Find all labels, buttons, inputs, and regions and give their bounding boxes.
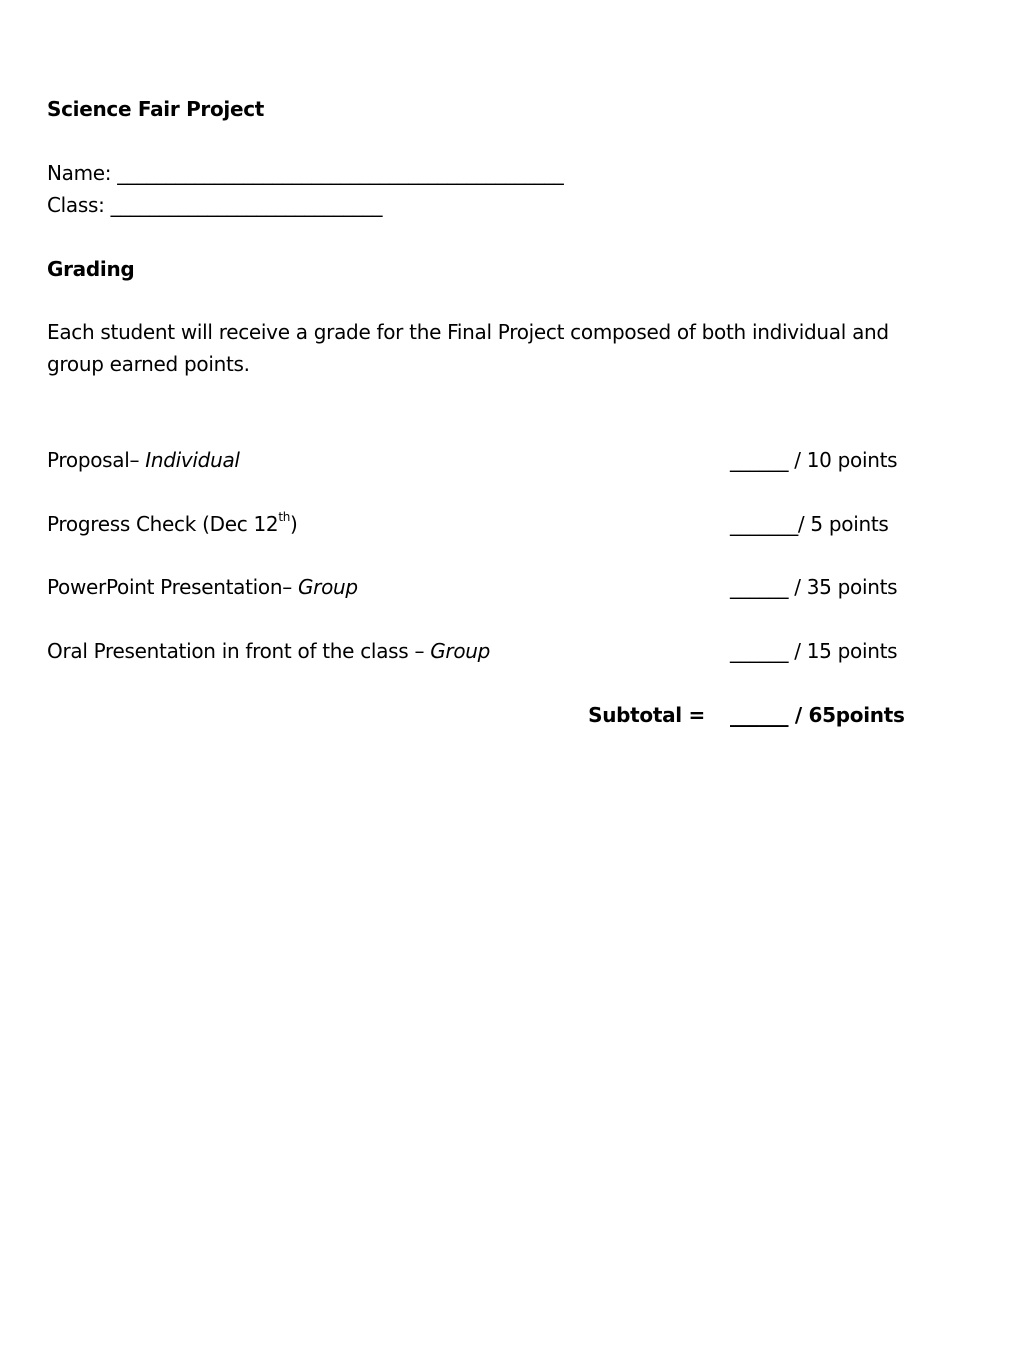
intro-paragraph: Each student will receive a grade for the Final Project composed of both individual and group earned points.: [47, 320, 889, 376]
subtotal-score: ______ / 65points: [730, 703, 905, 727]
class-field: Class: ____________________________: [47, 193, 383, 217]
grading-heading: Grading: [47, 257, 135, 281]
grading-row-label: Proposal– Individual: [47, 448, 240, 472]
name-field: Name: ______________________________________________: [47, 161, 564, 185]
grading-row-powerpoint: [47, 571, 931, 603]
subtotal-label: Subtotal =: [588, 703, 705, 727]
grading-row-score: ______ / 15 points: [730, 639, 898, 663]
grading-row-proposal: [47, 444, 931, 476]
grading-row-label: Progress Check (Dec 12th): [47, 510, 298, 536]
document-title: Science Fair Project: [47, 97, 265, 121]
grading-row-score: _______/ 5 points: [730, 512, 889, 536]
grading-row-progress-check: [47, 508, 931, 540]
grading-row-label: Oral Presentation in front of the class – Group: [47, 639, 491, 663]
grading-row-oral-presentation: [47, 635, 931, 667]
subtotal-row: [47, 699, 931, 731]
grading-row-label: PowerPoint Presentation– Group: [47, 575, 358, 599]
grading-row-score: ______ / 10 points: [730, 448, 898, 472]
grading-row-score: ______ / 35 points: [730, 575, 898, 599]
